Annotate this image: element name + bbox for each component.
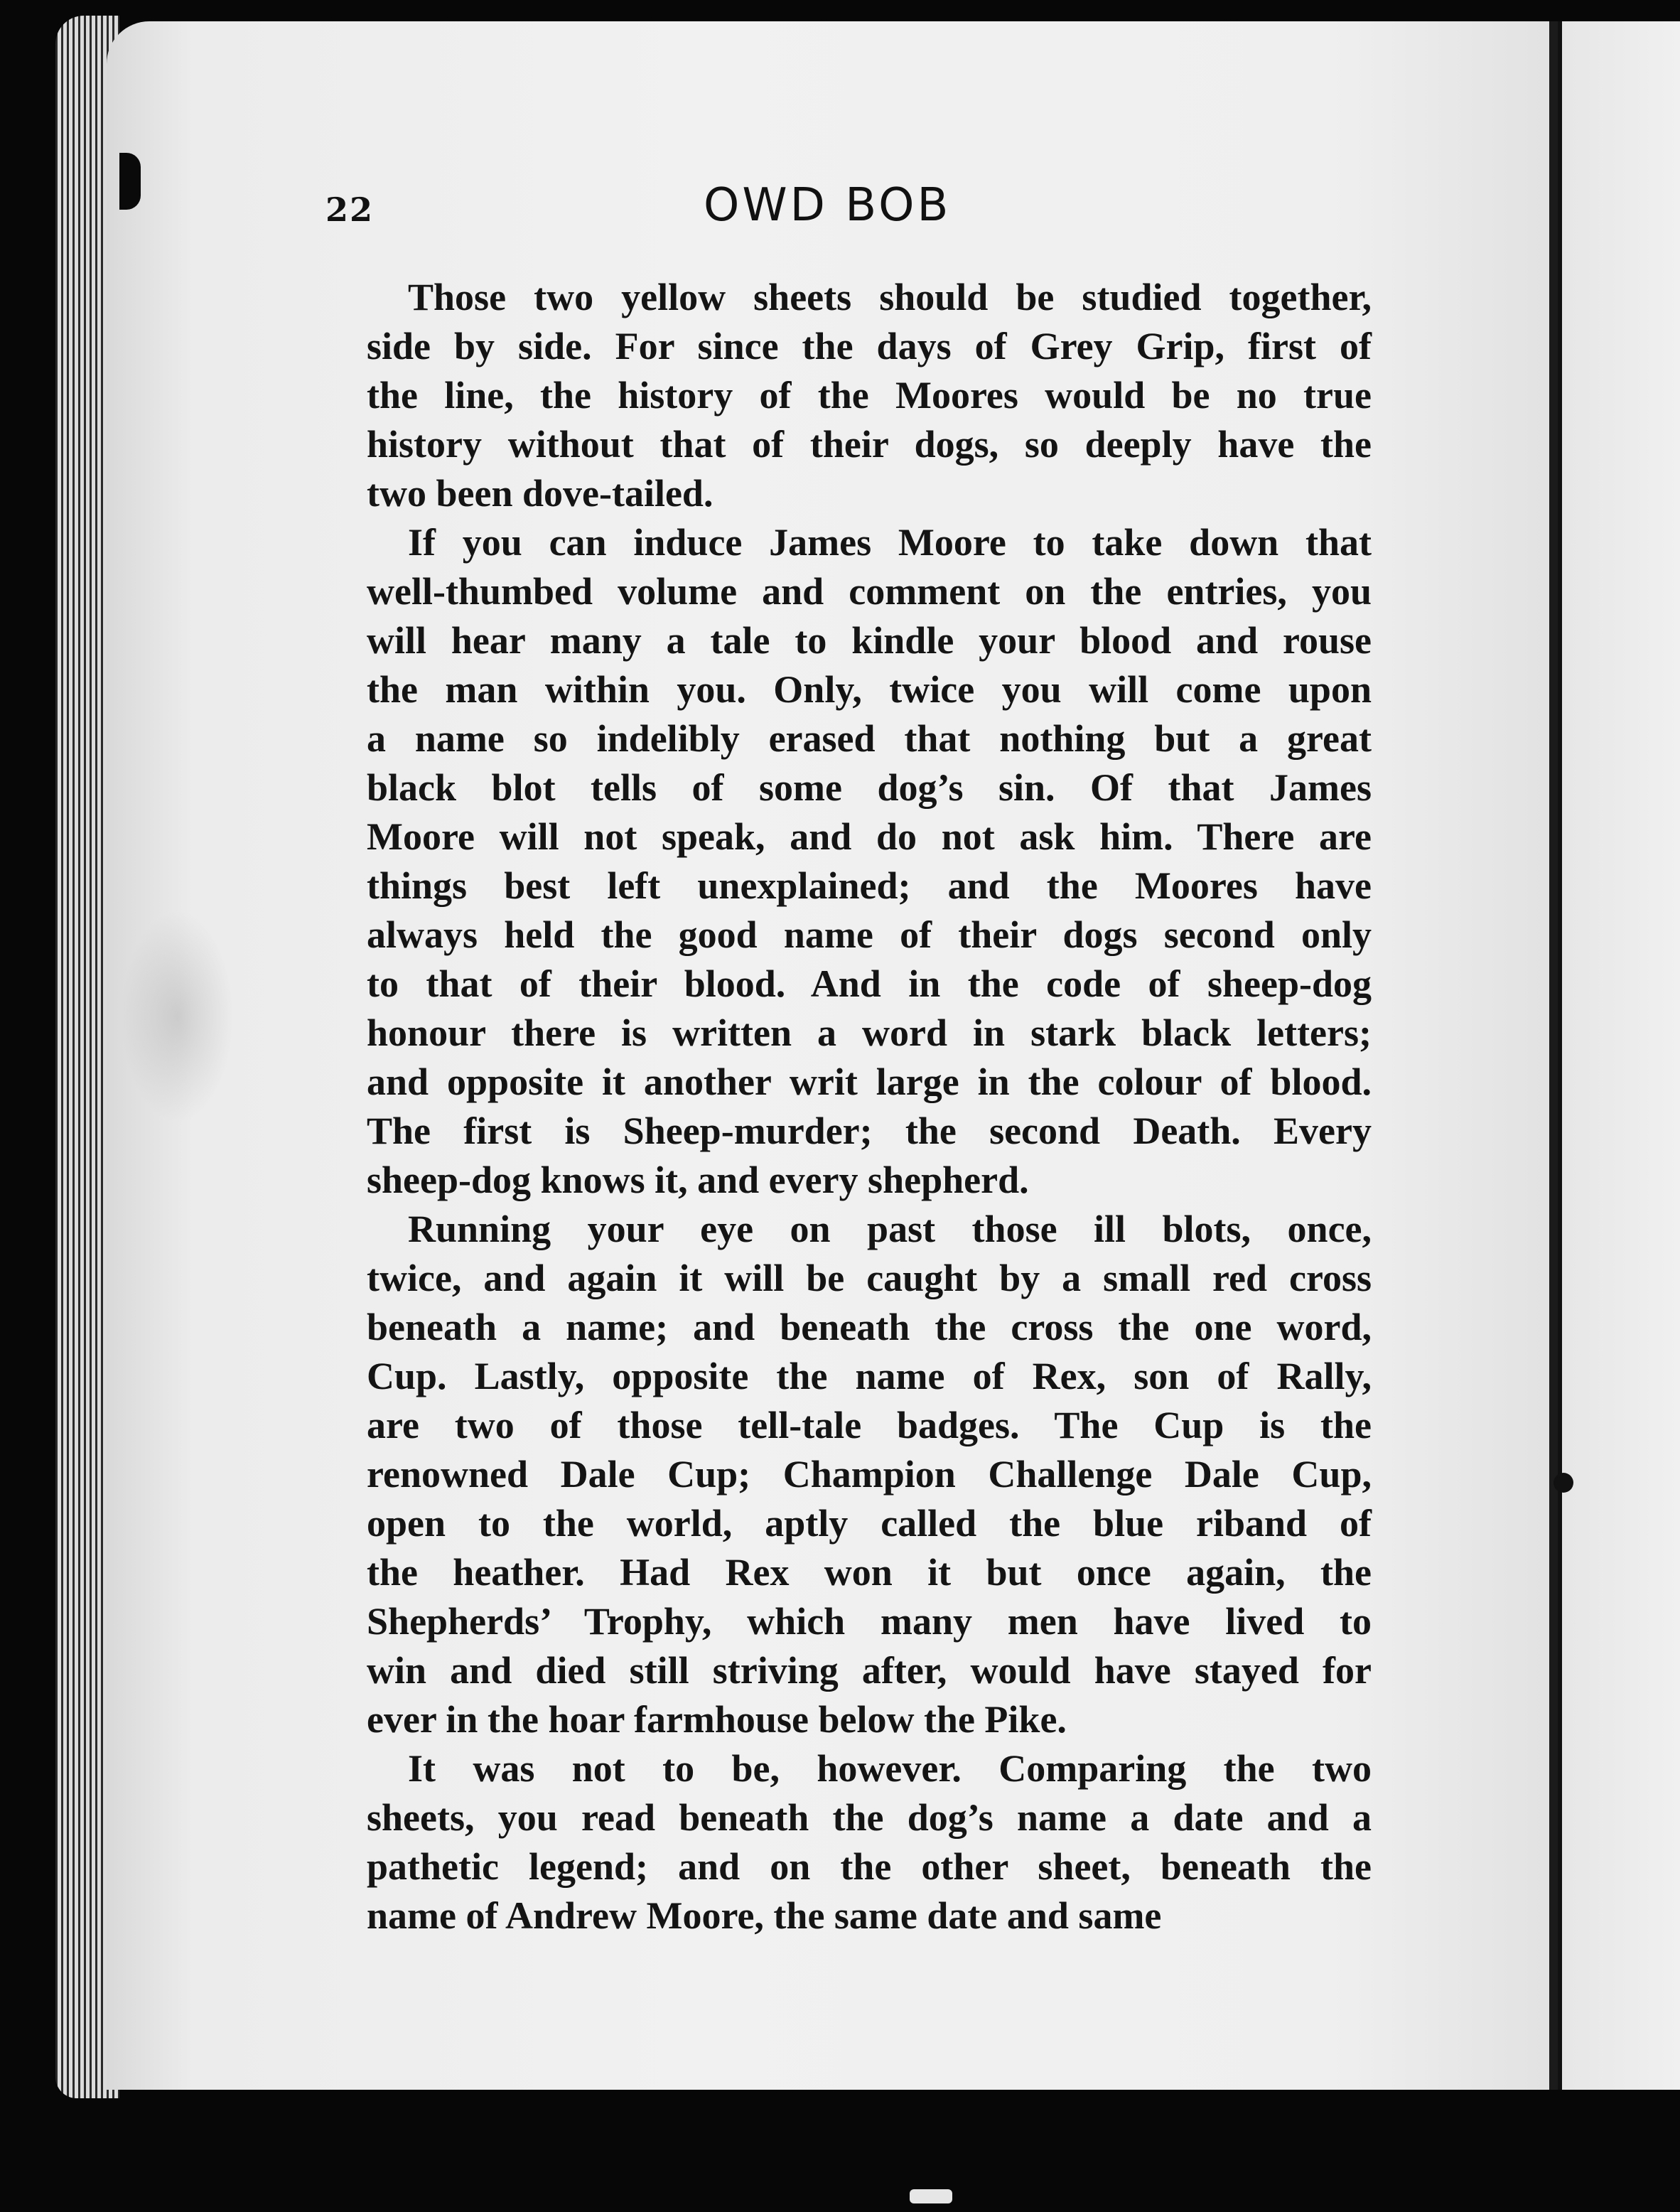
text-line: If you can induce James Moore to take down that [408, 521, 1372, 564]
text-line: The first is Sheep-murder; the second Death. Every [367, 1110, 1372, 1152]
text-line: open to the world, aptly called the blue riband of [367, 1502, 1372, 1545]
text-line: black blot tells of some dog’s sin. Of that James [367, 766, 1372, 809]
page-scrap [910, 2189, 952, 2203]
text-line: Moore will not speak, and do not ask him. There are [367, 815, 1372, 858]
text-line: Running your eye on past those ill blots, once, [408, 1208, 1372, 1250]
paragraph [325, 1205, 1372, 1744]
text-line: things best left unexplained; and the Moores have [367, 864, 1372, 907]
text-line: renowned Dale Cup; Champion Challenge Dale Cup, [367, 1453, 1372, 1496]
text-line: twice, and again it will be caught by a small red cross [367, 1257, 1372, 1299]
text-line: will hear many a tale to kindle your blood and rouse [367, 619, 1372, 662]
text-line: Cup. Lastly, opposite the name of Rex, son of Rally, [367, 1355, 1372, 1397]
text-line: win and died still striving after, would have stayed for [367, 1649, 1372, 1692]
text-line: honour there is written a word in stark black letters; [367, 1011, 1372, 1054]
gutter-ink-spot [1554, 1473, 1573, 1493]
text-line: a name so indelibly erased that nothing but a great [367, 717, 1372, 760]
text-line: to that of their blood. And in the code of sheep-dog [367, 962, 1372, 1005]
paragraph [325, 518, 1372, 1205]
page-number: 22 [325, 190, 375, 229]
body-text [325, 273, 1372, 1940]
text-line: and opposite it another writ large in the colour of blood. [367, 1061, 1372, 1103]
text-line: history without that of their dogs, so deeply have the [367, 423, 1372, 466]
running-title: OWD BOB [704, 179, 952, 232]
text-line: sheep-dog knows it, and every shepherd. [367, 1159, 1029, 1201]
facing-page-edge [1558, 21, 1680, 2090]
page-smudge [121, 910, 235, 1123]
paragraph [325, 1744, 1372, 1940]
text-line: side by side. For since the days of Grey Grip, first of [367, 325, 1372, 367]
text-line: name of Andrew Moore, the same date and same [367, 1894, 1162, 1937]
running-head [0, 179, 1680, 236]
text-line: always held the good name of their dogs second only [367, 913, 1372, 956]
text-line: It was not to be, however. Comparing the two [408, 1747, 1372, 1790]
text-line: two been dove-tailed. [367, 472, 714, 515]
text-line: are two of those tell-tale badges. The Cup is the [367, 1404, 1372, 1446]
text-line: the man within you. Only, twice you will come upon [367, 668, 1372, 711]
text-line: beneath a name; and beneath the cross the one word, [367, 1306, 1372, 1348]
text-line: well-thumbed volume and comment on the entries, you [367, 570, 1372, 613]
text-line: the heather. Had Rex won it but once again, the [367, 1551, 1372, 1594]
text-line: sheets, you read beneath the dog’s name a date and a [367, 1796, 1372, 1839]
text-line: Shepherds’ Trophy, which many men have lived to [367, 1600, 1372, 1643]
book-gutter [1549, 21, 1558, 2090]
text-line: ever in the hoar farmhouse below the Pike. [367, 1698, 1067, 1741]
text-line: Those two yellow sheets should be studied together, [408, 276, 1372, 318]
text-line: the line, the history of the Moores would be no true [367, 374, 1372, 417]
paragraph [325, 273, 1372, 518]
text-line: pathetic legend; and on the other sheet, beneath the [367, 1845, 1372, 1888]
